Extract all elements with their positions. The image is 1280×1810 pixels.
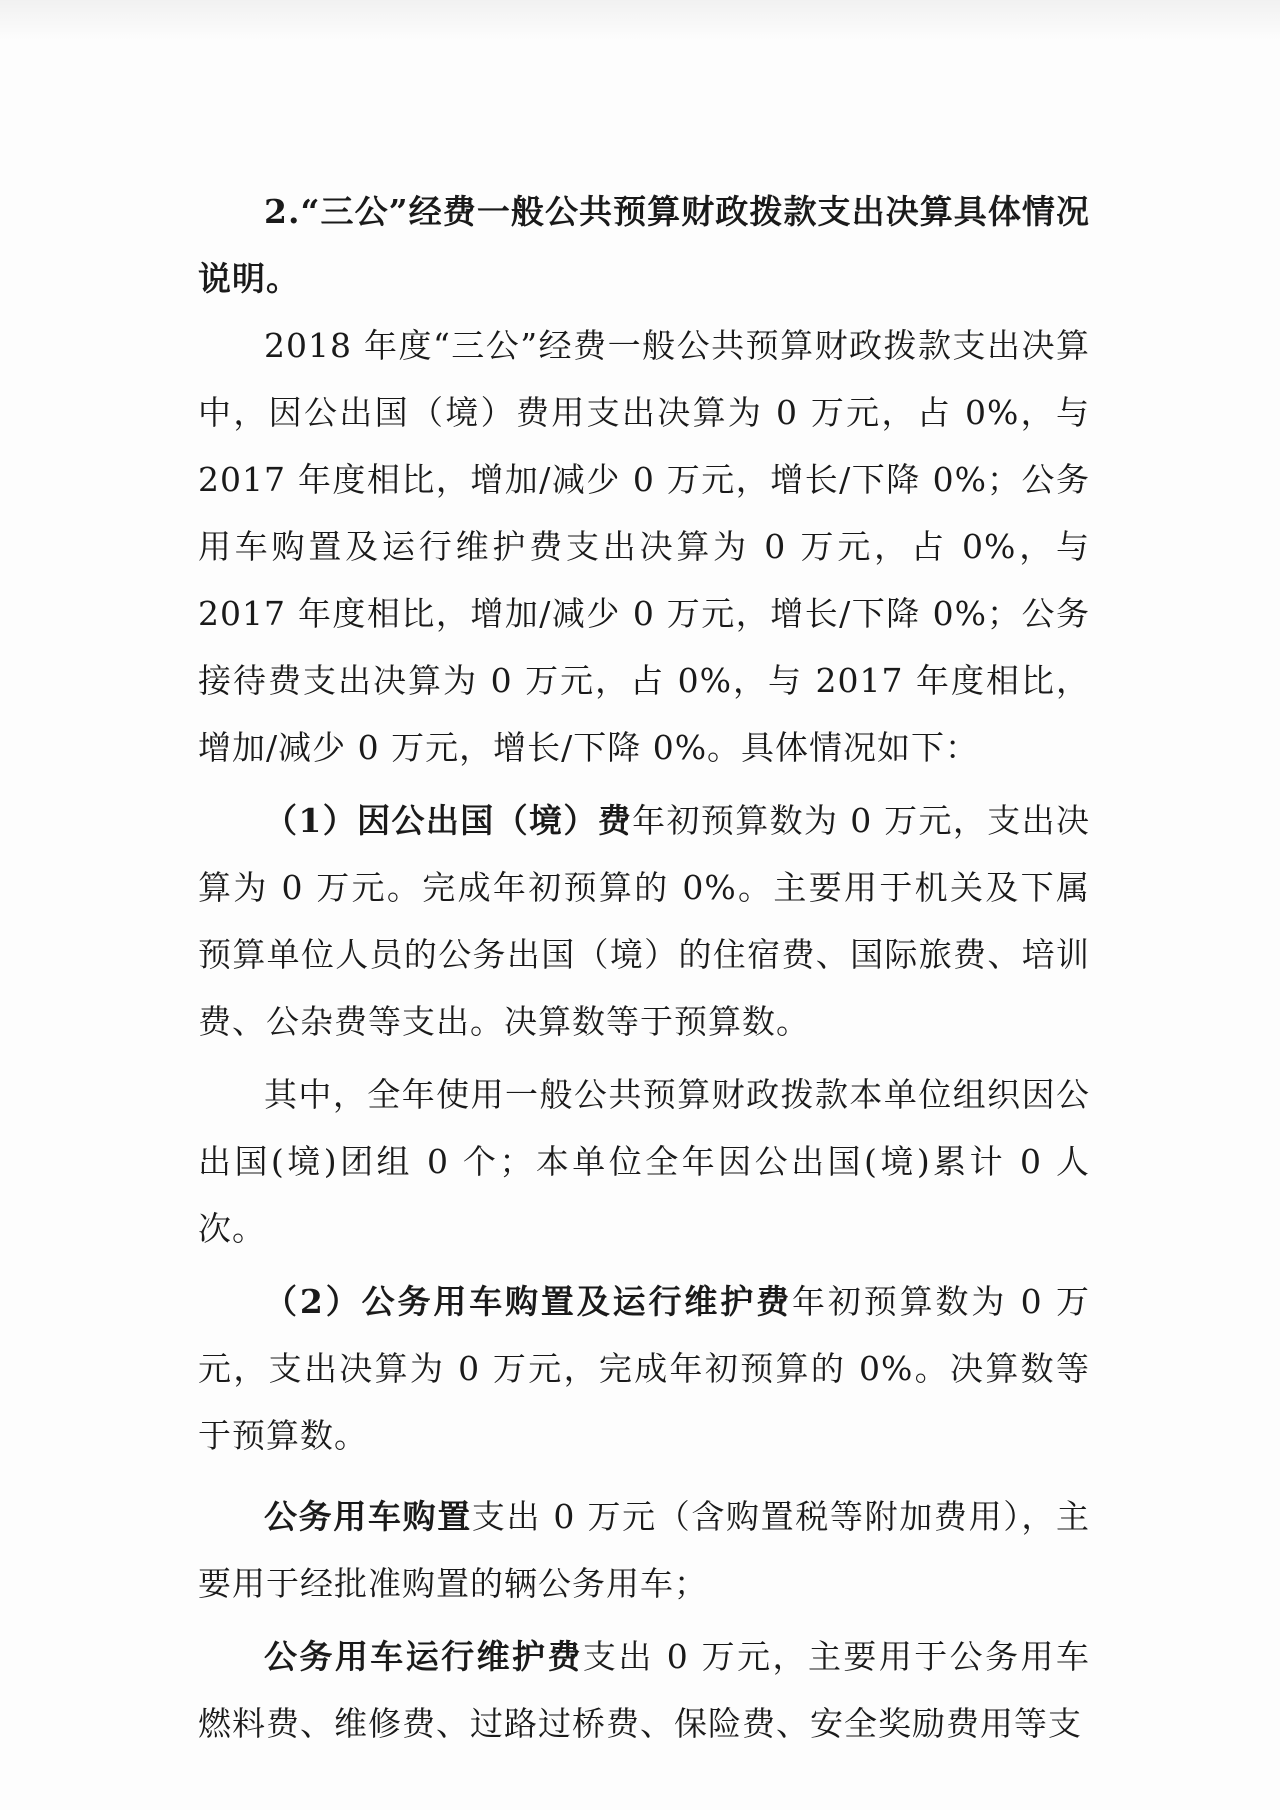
item1-text: 年初预算数为 0 万元，支出决算为 0 万元。完成年初预算的 0%。主要用于机关及下属预算单位人员的公务出国（境）的住宿费、国际旅费、培训费、公杂费等支出。决算数等于预算数。	[198, 801, 1090, 1041]
document-body	[198, 178, 1090, 1757]
item1-detail-paragraph: 其中，全年使用一般公共预算财政拨款本单位组织因公出国(境)团组 0 个；本单位全年因公出国(境)累计 0 人次。	[198, 1075, 1090, 1248]
maintenance-paragraph	[198, 1623, 1090, 1757]
maintenance-text: 支出 0 万元，主要用于公务用车燃料费、维修费、过路过桥费、保险费、安全奖励费用等支	[198, 1637, 1090, 1743]
item2-paragraph	[198, 1268, 1090, 1469]
item2-text: 年初预算数为 0 万元，支出决算为 0 万元，完成年初预算的 0%。决算数等于预算数。	[198, 1282, 1090, 1455]
purchase-lead: 公务用车购置	[264, 1497, 472, 1536]
maintenance-lead: 公务用车运行维护费	[264, 1637, 583, 1676]
scan-edge-shadow	[0, 0, 1280, 40]
purchase-paragraph	[198, 1483, 1090, 1617]
item1-lead: （1）因公出国（境）费	[264, 801, 633, 840]
purchase-text: 支出 0 万元（含购置税等附加费用），主要用于经批准购置的辆公务用车；	[198, 1497, 1091, 1603]
item2-lead: （2）公务用车购置及运行维护费	[264, 1282, 793, 1321]
section-heading: 2.“三公”经费一般公共预算财政拨款支出决算具体情况说明。	[198, 192, 1090, 298]
item1-paragraph	[198, 787, 1090, 1055]
summary-paragraph: 2018 年度“三公”经费一般公共预算财政拨款支出决算中，因公出国（境）费用支出决算为 0 万元，占 0%，与 2017 年度相比，增加/减少 0 万元，增长/下降 0%；公务用车购置及运行维护费支出决算为 0 万元，占 0%，与 2017 年度相比，增加/减少 0 万元，增长/下降 0%；公务接待费支出决算为 0 万元，占 0%，与 2017 年度相比，增加/减少 0 万元，增长/下降 0%。具体情况如下：	[198, 326, 1090, 767]
